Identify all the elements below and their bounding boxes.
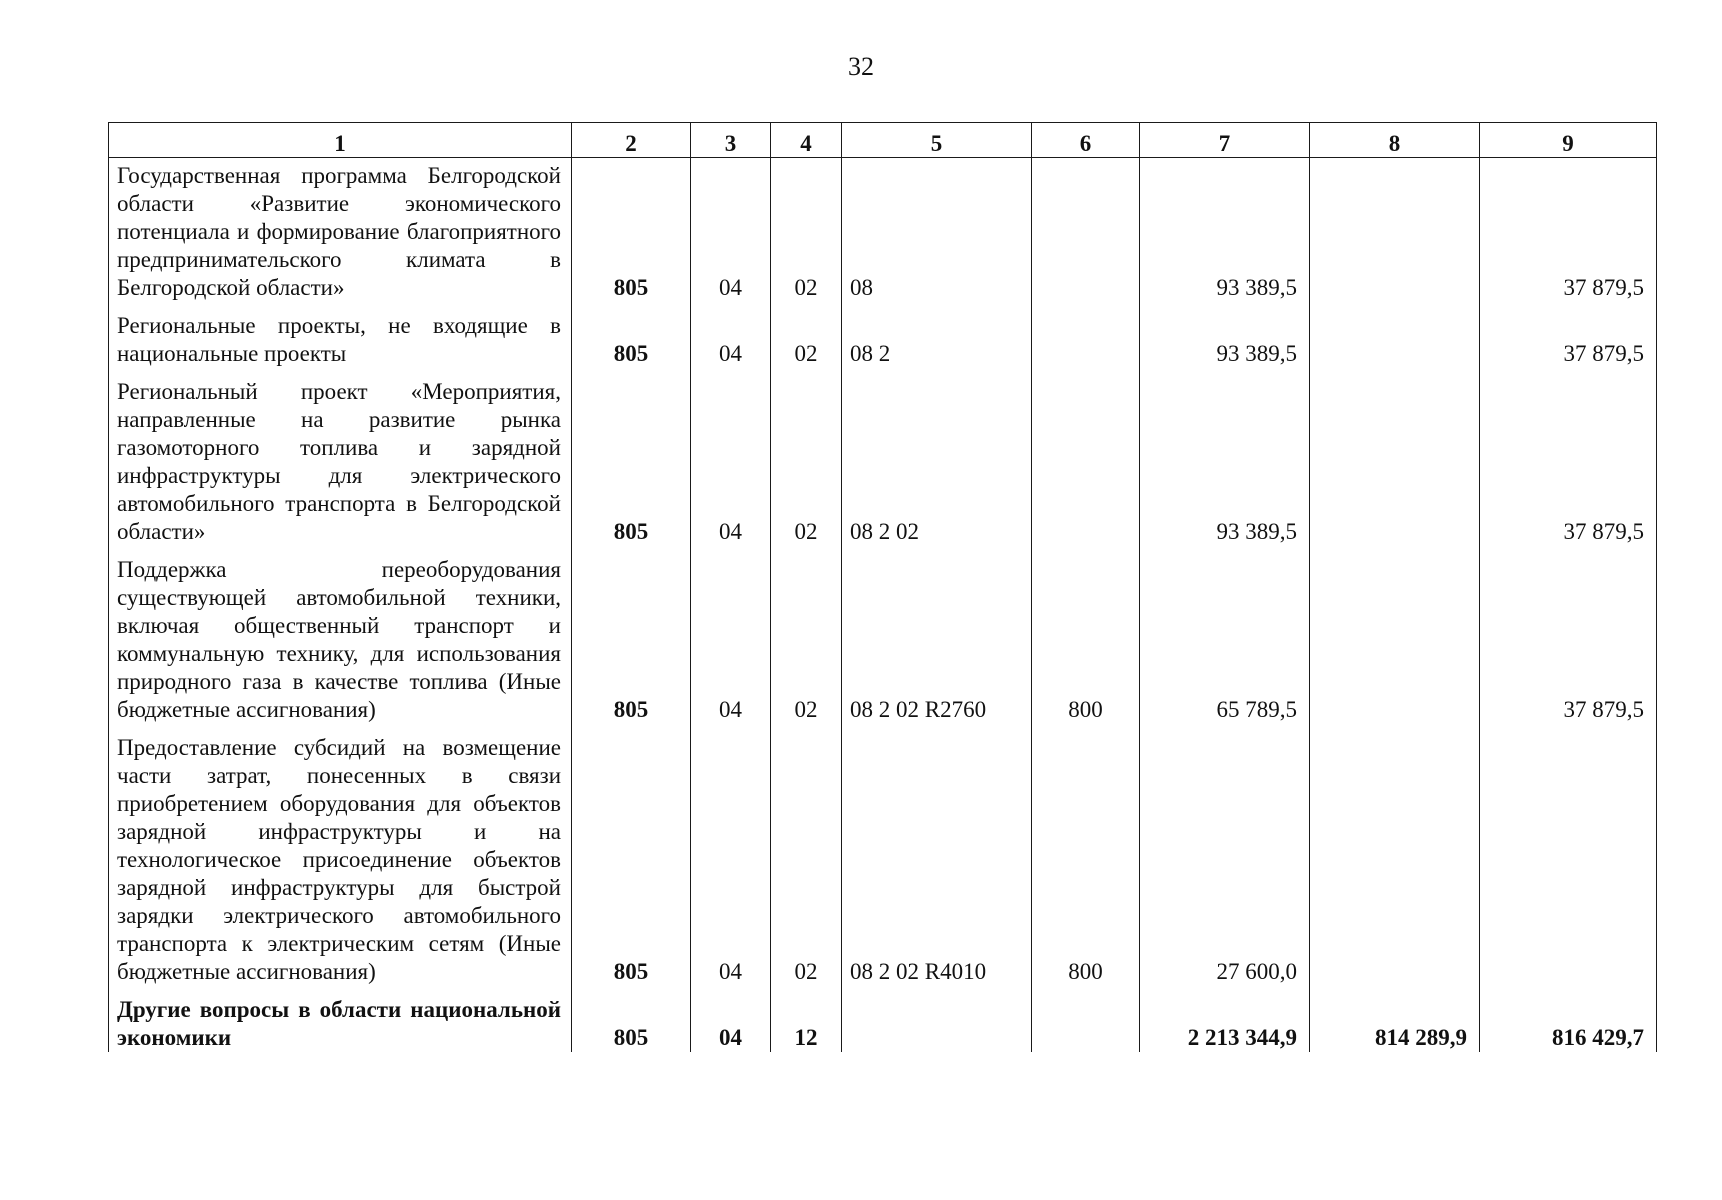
row-target-article-cell: 08 2 02 R2760 [842, 552, 1032, 730]
row-admin-code-cell: 805 [572, 730, 691, 992]
table-row [109, 158, 1657, 309]
row-amount-col7-cell: 2 213 344,9 [1140, 992, 1310, 1052]
row-name-cell: Поддержка переоборудования существующей автомобильной техники, включая общественный транспорт и коммунальную технику, для использования природного газа в качестве топлива (Иные бюджетные ассигнования) [109, 552, 572, 730]
row-name-cell: Другие вопросы в области национальной экономики [109, 992, 572, 1052]
row-amount-col8-cell [1310, 552, 1480, 730]
header-col-3: 3 [691, 123, 771, 158]
row-target-article-cell [842, 992, 1032, 1052]
header-col-5: 5 [842, 123, 1032, 158]
row-expense-type-cell [1032, 158, 1140, 309]
row-amount-col9-cell: 37 879,5 [1480, 158, 1657, 309]
table-header [109, 123, 1657, 158]
row-section-cell: 04 [691, 374, 771, 552]
row-subsection-cell: 12 [771, 992, 842, 1052]
row-admin-code-cell: 805 [572, 992, 691, 1052]
row-name-cell: Государственная программа Белгородской области «Развитие экономического потенциала и формирование благоприятного предпринимательского климата в Белгородской области» [109, 158, 572, 309]
row-amount-col9-cell: 816 429,7 [1480, 992, 1657, 1052]
row-amount-col9-cell [1480, 730, 1657, 992]
row-subsection-cell: 02 [771, 730, 842, 992]
table-row [109, 308, 1657, 374]
row-amount-col9-cell: 37 879,5 [1480, 374, 1657, 552]
row-admin-code-cell: 805 [572, 308, 691, 374]
row-amount-col7-cell: 93 389,5 [1140, 374, 1310, 552]
row-amount-col8-cell: 814 289,9 [1310, 992, 1480, 1052]
header-col-2: 2 [572, 123, 691, 158]
row-amount-col7-cell: 65 789,5 [1140, 552, 1310, 730]
row-admin-code-cell: 805 [572, 158, 691, 309]
header-col-4: 4 [771, 123, 842, 158]
header-col-7: 7 [1140, 123, 1310, 158]
row-admin-code-cell: 805 [572, 552, 691, 730]
row-section-cell: 04 [691, 992, 771, 1052]
row-admin-code-cell: 805 [572, 374, 691, 552]
row-name-cell: Региональный проект «Мероприятия, направленные на развитие рынка газомоторного топлива и зарядной инфраструктуры для электрического автомобильного транспорта в Белгородской области» [109, 374, 572, 552]
row-target-article-cell: 08 2 02 R4010 [842, 730, 1032, 992]
row-target-article-cell: 08 [842, 158, 1032, 309]
row-section-cell: 04 [691, 552, 771, 730]
row-amount-col8-cell [1310, 730, 1480, 992]
row-amount-col8-cell [1310, 308, 1480, 374]
row-amount-col9-cell: 37 879,5 [1480, 308, 1657, 374]
header-col-1: 1 [109, 123, 572, 158]
page-number: 32 [848, 52, 874, 81]
row-expense-type-cell: 800 [1032, 730, 1140, 992]
row-amount-col9-cell: 37 879,5 [1480, 552, 1657, 730]
row-target-article-cell: 08 2 02 [842, 374, 1032, 552]
row-target-article-cell: 08 2 [842, 308, 1032, 374]
row-name-cell: Региональные проекты, не входящие в национальные проекты [109, 308, 572, 374]
table-row [109, 552, 1657, 730]
row-amount-col7-cell: 93 389,5 [1140, 308, 1310, 374]
budget-table [108, 122, 1657, 1052]
table-row [109, 992, 1657, 1052]
row-amount-col7-cell: 93 389,5 [1140, 158, 1310, 309]
header-col-6: 6 [1032, 123, 1140, 158]
row-expense-type-cell: 800 [1032, 552, 1140, 730]
row-expense-type-cell [1032, 308, 1140, 374]
row-subsection-cell: 02 [771, 158, 842, 309]
row-subsection-cell: 02 [771, 552, 842, 730]
header-col-8: 8 [1310, 123, 1480, 158]
row-amount-col8-cell [1310, 158, 1480, 309]
row-subsection-cell: 02 [771, 374, 842, 552]
table-row [109, 374, 1657, 552]
row-amount-col7-cell: 27 600,0 [1140, 730, 1310, 992]
table-body [109, 158, 1657, 1053]
row-section-cell: 04 [691, 158, 771, 309]
table-row [109, 730, 1657, 992]
row-section-cell: 04 [691, 308, 771, 374]
header-row [109, 123, 1657, 158]
row-subsection-cell: 02 [771, 308, 842, 374]
row-section-cell: 04 [691, 730, 771, 992]
row-expense-type-cell [1032, 374, 1140, 552]
row-expense-type-cell [1032, 992, 1140, 1052]
row-amount-col8-cell [1310, 374, 1480, 552]
row-name-cell: Предоставление субсидий на возмещение части затрат, понесенных в связи приобретением оборудования для объектов зарядной инфраструктуры и на технологическое присоединение объектов зарядной инфраструктуры для быстрой зарядки электрического автомобильного транспорта к электрическим сетям (Иные бюджетные ассигнования) [109, 730, 572, 992]
header-col-9: 9 [1480, 123, 1657, 158]
